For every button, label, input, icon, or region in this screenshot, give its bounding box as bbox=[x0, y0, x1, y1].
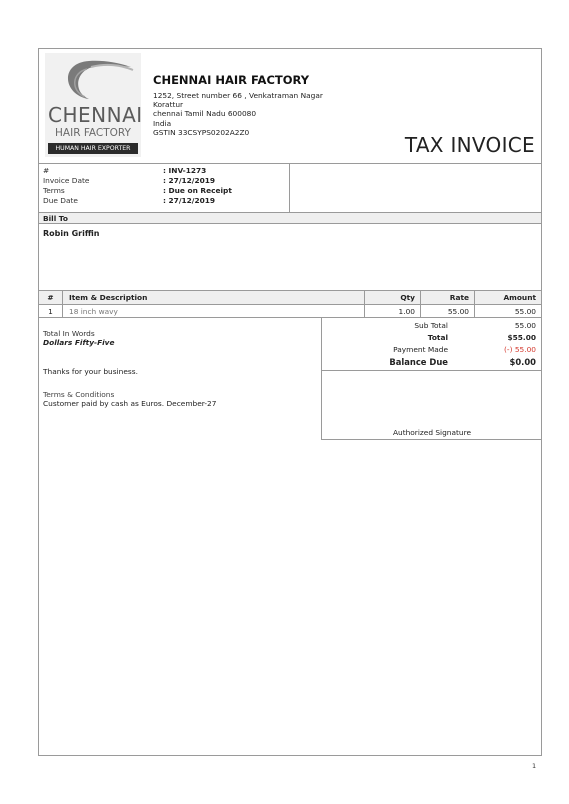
item-qty: 1.00 bbox=[365, 305, 421, 317]
due-date: : 27/12/2019 bbox=[163, 196, 216, 205]
meta-label: # bbox=[43, 166, 50, 175]
authorized-signature: Authorized Signature bbox=[392, 428, 472, 437]
invoice-page bbox=[38, 48, 542, 756]
item-number: 1 bbox=[39, 305, 63, 317]
totals-divider bbox=[322, 370, 542, 371]
bill-to-name: Robin Griffin bbox=[43, 229, 100, 238]
total-in-words-value: Dollars Fifty-Five bbox=[43, 338, 115, 347]
col-header-amount: Amount bbox=[503, 293, 536, 302]
balance-due-value: $0.00 bbox=[509, 357, 536, 367]
balance-due-row bbox=[322, 357, 542, 369]
invoice-meta-left bbox=[39, 164, 290, 212]
col-header-rate: Rate bbox=[421, 291, 475, 304]
payment-made-value: (-) 55.00 bbox=[504, 345, 536, 354]
logo-word-hair-factory: HAIR FACTORY bbox=[55, 127, 131, 139]
sub-total-row bbox=[322, 321, 542, 333]
address-line: chennai Tamil Nadu 600080 bbox=[153, 109, 257, 119]
company-logo bbox=[45, 53, 141, 157]
gstin-line: GSTIN 33CSYPS0202A2Z0 bbox=[153, 127, 250, 137]
company-address bbox=[153, 91, 323, 137]
invoice-number: : INV-1273 bbox=[163, 166, 207, 175]
logo-tagline: HUMAN HAIR EXPORTER bbox=[48, 143, 138, 154]
total-value: $55.00 bbox=[507, 333, 536, 342]
sub-total-label: Sub Total bbox=[414, 321, 448, 330]
item-amount: 55.00 bbox=[514, 307, 536, 316]
sub-total-value: 55.00 bbox=[514, 321, 536, 330]
address-line: India bbox=[153, 118, 172, 128]
col-header-description: Item & Description bbox=[63, 291, 365, 304]
terms-value: Customer paid by cash as Euros. December-27 bbox=[43, 399, 217, 408]
thanks-note: Thanks for your business. bbox=[43, 367, 138, 376]
balance-due-label: Balance Due bbox=[389, 357, 448, 367]
col-header-number: # bbox=[39, 291, 63, 304]
address-line: Korattur bbox=[153, 100, 184, 110]
invoice-header bbox=[39, 49, 541, 163]
bill-to-heading: Bill To bbox=[39, 213, 541, 224]
page-number: 1 bbox=[532, 762, 537, 770]
total-label: Total bbox=[427, 333, 448, 342]
table-row bbox=[39, 305, 541, 318]
company-name: CHENNAI HAIR FACTORY bbox=[153, 73, 310, 87]
meta-label: Terms bbox=[43, 186, 65, 195]
invoice-meta bbox=[39, 163, 541, 213]
logo-word-chennai: CHENNAI bbox=[48, 103, 143, 127]
col-header-qty: Qty bbox=[365, 291, 421, 304]
total-in-words-label: Total In Words bbox=[43, 329, 95, 338]
payment-terms: : Due on Receipt bbox=[163, 186, 232, 195]
terms-label: Terms & Conditions bbox=[43, 390, 115, 399]
address-line: 1252, Street number 66 , Venkatraman Nagar bbox=[153, 91, 323, 100]
invoice-date: : 27/12/2019 bbox=[163, 176, 216, 185]
item-description: 18 inch wavy bbox=[63, 305, 365, 317]
totals-box bbox=[321, 318, 541, 440]
payment-made-row bbox=[322, 345, 542, 357]
total-row bbox=[322, 333, 542, 345]
item-rate: 55.00 bbox=[421, 305, 475, 317]
meta-label: Invoice Date bbox=[43, 176, 90, 185]
meta-label: Due Date bbox=[43, 196, 78, 205]
items-table-header bbox=[39, 290, 541, 305]
document-title: TAX INVOICE bbox=[404, 133, 535, 157]
payment-made-label: Payment Made bbox=[393, 345, 448, 354]
